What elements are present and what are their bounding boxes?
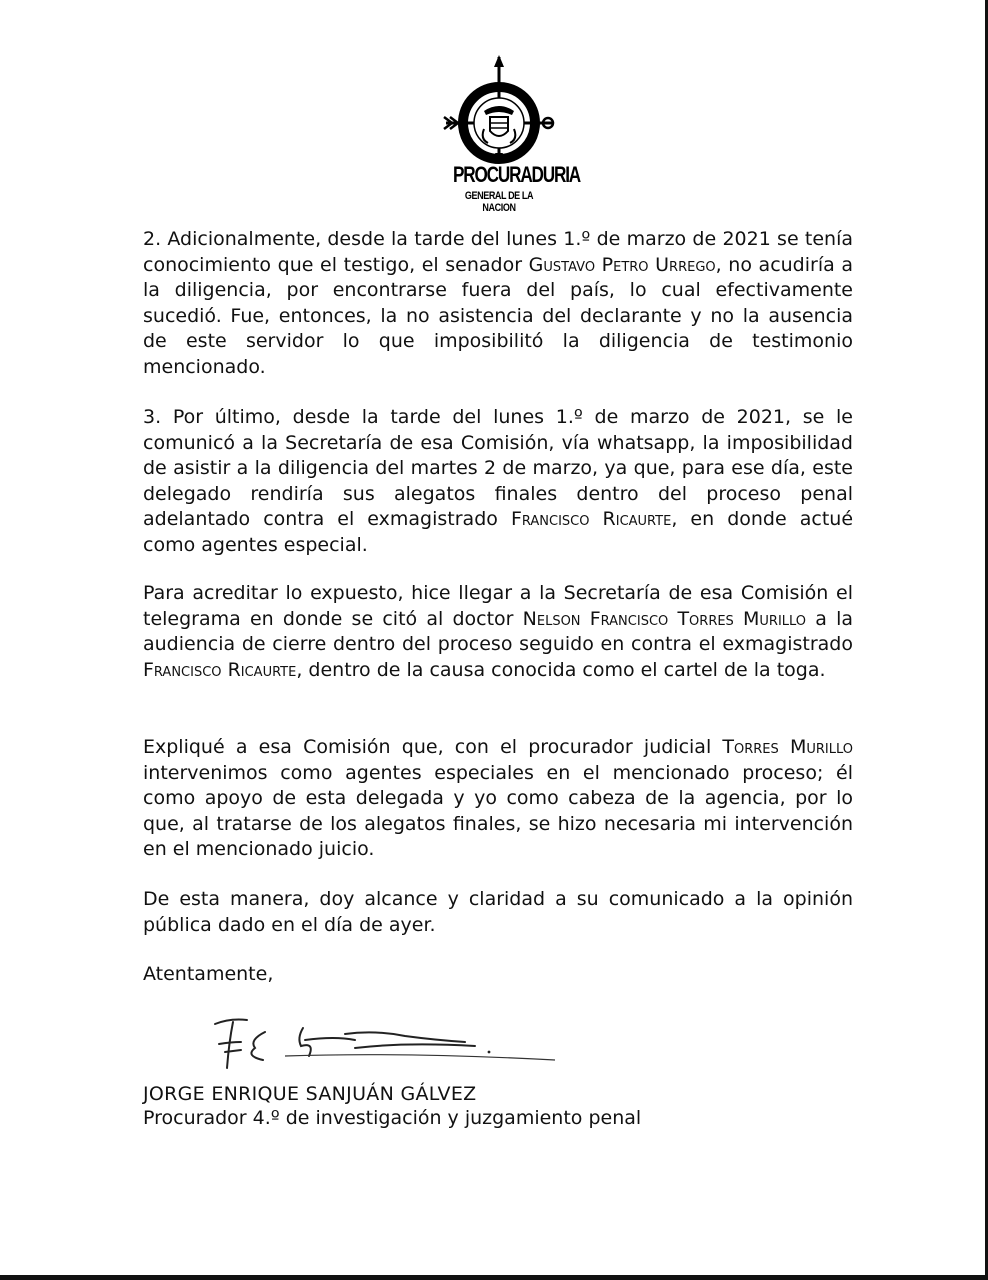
paragraph-2 [143,227,853,380]
logo-title: PROCURADURIA [452,162,581,187]
paragraph-3 [143,405,853,558]
signer-title: Procurador 4.º de investigación y juzgamiento penal [143,1107,642,1129]
logo-subtitle: GENERAL DE LA NACION [464,190,534,214]
paragraph-4-text-b: a la audiencia de cierre dentro del proceso seguido en contra el exmagistrado [143,607,853,655]
paragraph-6: De esta manera, doy alcance y claridad a su comunicado a la opinión pública dado en el día de ayer. [143,888,853,936]
paragraph-5-text-a: Expliqué a esa Comisión que, con el procurador judicial [143,736,723,758]
paragraph-5 [143,735,853,863]
paragraph-2-text-a: 2. Adicionalmente, desde la tarde del lunes 1.º de marzo de 2021 se tenía conocimiento que el testigo, el senador [143,228,853,276]
person-name: Francisco Ricaurte [510,508,672,530]
compass-seal-icon [440,55,558,165]
paragraph-5-text-b: intervenimos como agentes especiales en el mencionado proceso; él como apoyo de esta delegada y yo como cabeza de la agencia, por lo que, al tratarse de los alegatos finales, se hizo necesaria mi intervención en el mencionado juicio. [143,761,853,860]
procuraduria-logo [440,55,581,215]
handwritten-signature [205,1012,565,1082]
paragraph-4-text-a: Para acreditar lo expuesto, hice llegar a la Secretaría de esa Comisión el telegrama en donde se citó al doctor [143,582,853,630]
paragraph-4-text-c: , dentro de la causa conocida como el cartel de la toga. [296,658,826,681]
person-name: Gustavo Petro Urrego [528,253,716,276]
page-border-bottom [0,1275,988,1280]
closing-salutation: Atentamente, [143,963,274,985]
signer-name: JORGE ENRIQUE SANJUÁN GÁLVEZ [143,1083,477,1105]
paragraph-2-text-b: , no acudiría a la diligencia, por encontrarse fuera del país, lo cual efectivamente sucedió. Fue, entonces, la no asistencia del declarante y no la ausencia de este servidor lo que imposibilitó la diligencia de testimonio mencionado. [143,253,853,378]
paragraph-3-text-a: 3. Por último, desde la tarde del lunes 1.º de marzo de 2021, se le comunicó a la Secretaría de esa Comisión, vía whatsapp, la imposibilidad de asistir a la diligencia del martes 2 de marzo, ya que, para ese día, este delegado rendiría sus alegatos finales dentro del proceso penal adelantado contra el exmagistrado [143,406,853,530]
person-name: Nelson Francisco Torres Murillo [522,607,807,630]
paragraph-4 [143,581,853,683]
person-name: Francisco Ricaurte [143,658,297,681]
person-name: Torres Murillo [722,736,853,758]
paragraph-3-text-b: , en donde actué como agentes especial. [143,508,854,556]
